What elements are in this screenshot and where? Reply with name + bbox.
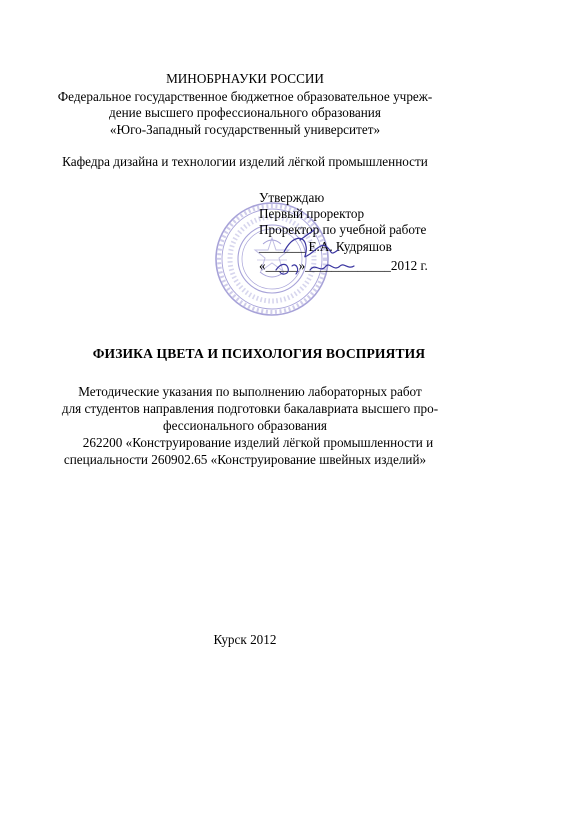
department-name: Кафедра дизайна и технологии изделий лёгкой промышленности <box>62 154 428 169</box>
description-line-5: специальности 260902.65 «Конструирование швейных изделий» <box>63 452 427 467</box>
approval-heading: Утверждаю <box>259 190 325 205</box>
description-line-2: для студентов направления подготовки бакалавриата высшего про- <box>61 401 439 416</box>
description-line-3: фессионального образования <box>163 418 327 433</box>
city-year: Курск 2012 <box>213 632 277 647</box>
approval-position-1: Первый проректор <box>259 206 365 221</box>
description-line-4: 262200 «Конструирование изделий лёгкой промышленности и <box>82 435 434 450</box>
institution-line-1: Федеральное государственное бюджетное образовательное учреж- <box>57 89 433 104</box>
approval-position-2: Проректор по учебной работе <box>259 222 427 237</box>
approval-date-line: «_____»_____________2012 г. <box>259 258 428 273</box>
institution-line-2: дение высшего профессионального образования <box>109 105 381 120</box>
ministry-name: МИНОБРНАУКИ РОССИИ <box>166 71 324 86</box>
university-name: «Юго-Западный государственный университет» <box>109 122 381 137</box>
approval-signature-line: _______ Е.А. Кудряшов <box>259 239 392 254</box>
document-title: ФИЗИКА ЦВЕТА И ПСИХОЛОГИЯ ВОСПРИЯТИЯ <box>92 346 426 361</box>
handwritten-signature <box>270 226 380 286</box>
description-line-1: Методические указания по выполнению лабораторных работ <box>78 384 422 399</box>
